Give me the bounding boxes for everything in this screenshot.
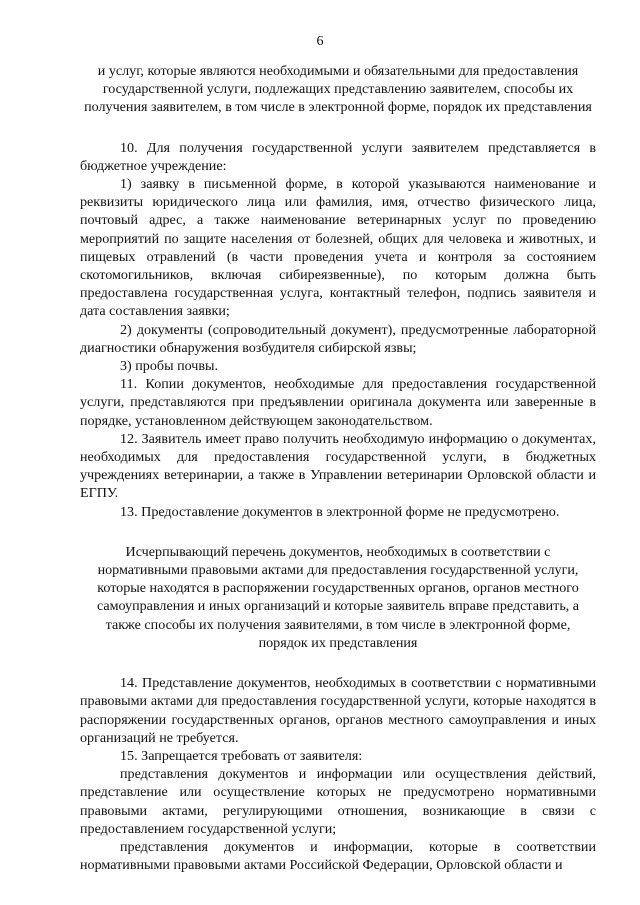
document-body (80, 62, 596, 874)
page-number: 6 (316, 34, 324, 49)
paragraph-13: 13. Предоставление документов в электронной форме не предусмотрено. (120, 503, 560, 520)
paragraph-10: 10. Для получения государственной услуги заявителем представляется в бюджетное учреждение: (80, 139, 596, 174)
paragraph-15-item-1: представления документов и информации или осуществления действий, представление или осуществление которых не предусмотрено нормативными правовыми актами, регулирующими отношения, возникающие в связи с предоставлением государственной услуги; (80, 766, 596, 837)
paragraph-11: 11. Копии документов, необходимые для предоставления государственной услуги, представляются при предъявлении оригинала документа или заверенные в порядке, установленном действующем законодательством. (80, 376, 596, 429)
paragraph-10-item-2: 2) документы (сопроводительный документ), предусмотренные лабораторной диагностики обнаружения возбудителя сибирской язвы; (80, 321, 596, 356)
paragraph-12: 12. Заявитель имеет право получить необходимую информацию о документах, необходимых для предоставления государственной услуги, в бюджетных учреждениях ветеринарии, а также в Управлении ветеринарии Орловской области и ЕГПУ. (80, 430, 596, 502)
paragraph-14: 14. Представление документов, необходимых в соответствии с нормативными правовыми актами для предоставления государственной услуги, которые находятся в распоряжении государственных органов, органов местного самоуправления и иных организаций не требуется. (80, 675, 596, 746)
section-heading-continuation: и услуг, которые являются необходимыми и обязательными для предоставления государственной услуги, подлежащих представлению заявителем, способы их получения заявителем, в том числе в электронной форме, порядок их представления (84, 63, 592, 116)
paragraph-10-item-1: 1) заявку в письменной форме, в которой указываются наименование и реквизиты юридического лица или фамилия, имя, отчество физического лица, почтовый адрес, а также наименование ветеринарных услуг по проведению мероприятий по защите населения от болезней, общих для человека и животных, и пищевых отравлений (в части проведения учета и контроля за состоянием скотомогильников, включая сибиреязвенные), по которым должна быть предоставлена государственная услуга, контактный телефон, подпись заявителя и дата составления заявки; (80, 176, 596, 320)
paragraph-15-item-2: представления документов и информации, которые в соответствии нормативными правовыми актами Российской Федерации, Орловской области и (80, 838, 596, 874)
paragraph-10-item-3: 3) пробы почвы. (120, 358, 219, 375)
section-heading: Исчерпывающий перечень документов, необходимых в соответствии с нормативными правовыми актами для предоставления государственной услуги, которые находятся в распоряжении государственных органов, органов местного самоуправления и иных организаций и которые заявитель вправе представить, а также способы их получения заявителями, в том числе в электронной форме, порядок их представления (96, 543, 580, 651)
paragraph-15: 15. Запрещается требовать от заявителя: (120, 747, 363, 764)
